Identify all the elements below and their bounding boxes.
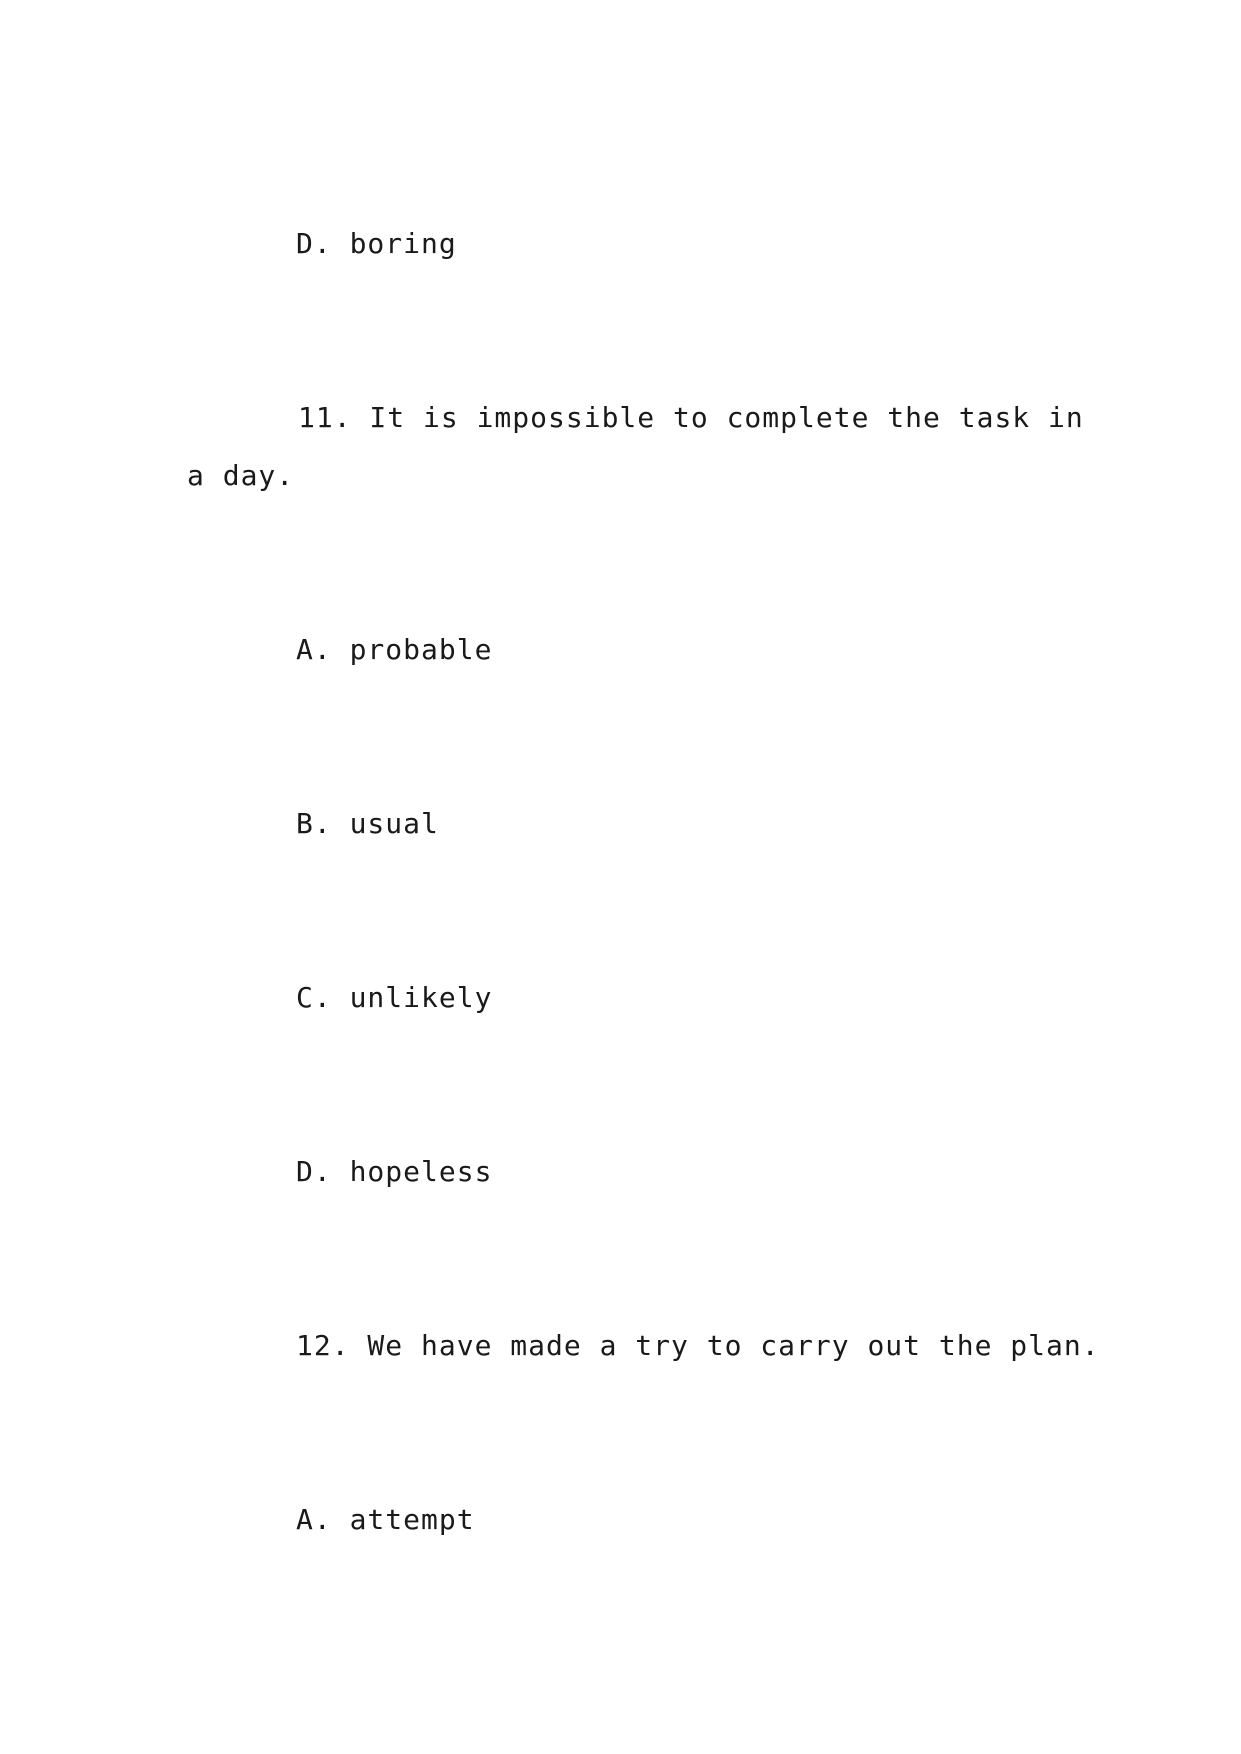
- option-c-unlikely: C. unlikely: [296, 981, 493, 1014]
- option-a-probable: A. probable: [296, 633, 493, 666]
- option-b-usual: B. usual: [296, 807, 439, 840]
- question-11-text: 11. It is impossible to complete the task in: [298, 401, 1084, 434]
- option-d-boring: D. boring: [296, 227, 457, 260]
- question-12-text: 12. We have made a try to carry out the plan.: [296, 1329, 1100, 1362]
- option-d-hopeless: D. hopeless: [296, 1155, 493, 1188]
- question-11-continuation: a day.: [187, 459, 295, 492]
- option-a-attempt: A. attempt: [296, 1503, 475, 1536]
